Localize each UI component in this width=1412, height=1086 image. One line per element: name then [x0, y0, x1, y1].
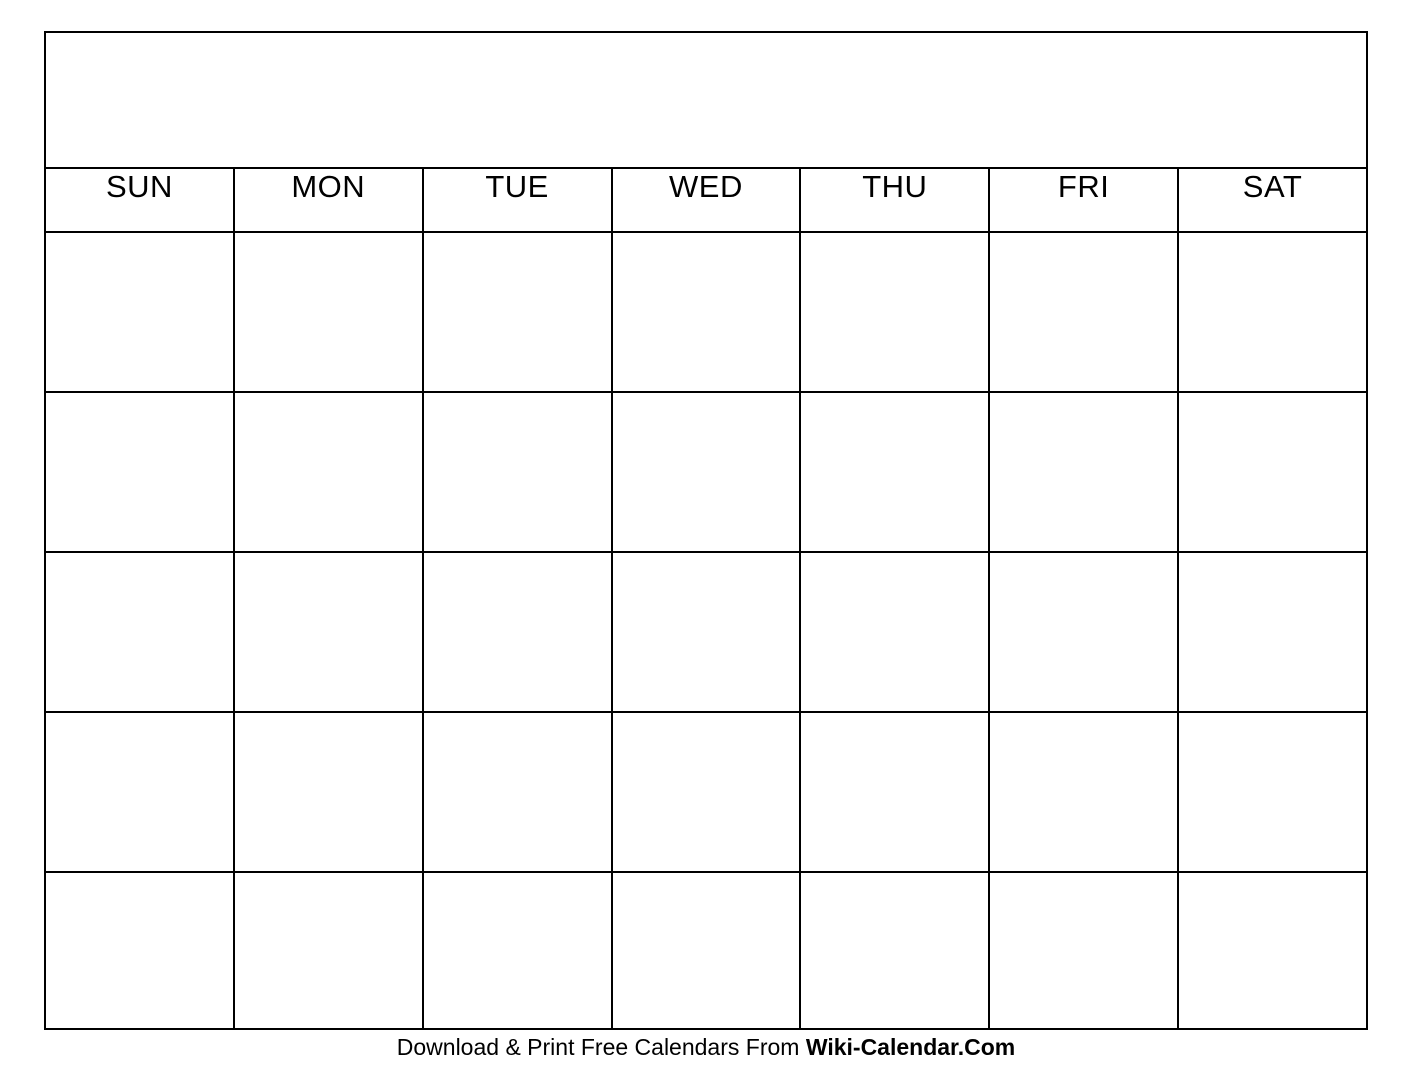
day-cell[interactable]: [989, 552, 1178, 712]
day-cell[interactable]: [612, 552, 801, 712]
weekday-header-row: [45, 168, 1367, 232]
calendar-week-row: [45, 872, 1367, 1029]
day-cell[interactable]: [234, 872, 423, 1029]
day-cell[interactable]: [800, 712, 989, 872]
day-cell[interactable]: [612, 232, 801, 392]
day-cell[interactable]: [989, 712, 1178, 872]
weekday-header-sun: SUN: [45, 168, 234, 232]
day-cell[interactable]: [800, 872, 989, 1029]
day-cell[interactable]: [45, 392, 234, 552]
day-cell[interactable]: [1178, 232, 1367, 392]
day-cell[interactable]: [989, 392, 1178, 552]
day-cell[interactable]: [423, 552, 612, 712]
weekday-header-wed: WED: [612, 168, 801, 232]
day-cell[interactable]: [1178, 392, 1367, 552]
day-cell[interactable]: [45, 872, 234, 1029]
day-cell[interactable]: [423, 872, 612, 1029]
calendar-week-row: [45, 712, 1367, 872]
day-cell[interactable]: [423, 232, 612, 392]
day-cell[interactable]: [612, 712, 801, 872]
calendar-week-row: [45, 392, 1367, 552]
day-cell[interactable]: [423, 712, 612, 872]
weekday-header-fri: FRI: [989, 168, 1178, 232]
day-cell[interactable]: [45, 552, 234, 712]
day-cell[interactable]: [989, 232, 1178, 392]
calendar-week-row: [45, 232, 1367, 392]
day-cell[interactable]: [1178, 872, 1367, 1029]
weekday-header-thu: THU: [800, 168, 989, 232]
footer-text: Download & Print Free Calendars From: [396, 1034, 806, 1060]
calendar-title-row: [45, 32, 1367, 168]
day-cell[interactable]: [800, 392, 989, 552]
calendar-table: [44, 31, 1368, 1030]
month-year-title[interactable]: [45, 32, 1367, 168]
day-cell[interactable]: [45, 712, 234, 872]
day-cell[interactable]: [1178, 712, 1367, 872]
day-cell[interactable]: [234, 232, 423, 392]
day-cell[interactable]: [612, 392, 801, 552]
footer-brand-link[interactable]: Wiki-Calendar.Com: [805, 1034, 1016, 1060]
day-cell[interactable]: [612, 872, 801, 1029]
day-cell[interactable]: [234, 392, 423, 552]
day-cell[interactable]: [234, 552, 423, 712]
weekday-header-tue: TUE: [423, 168, 612, 232]
day-cell[interactable]: [800, 232, 989, 392]
footer-credit: [0, 1034, 1412, 1062]
day-cell[interactable]: [45, 232, 234, 392]
day-cell[interactable]: [1178, 552, 1367, 712]
day-cell[interactable]: [423, 392, 612, 552]
weekday-header-mon: MON: [234, 168, 423, 232]
day-cell[interactable]: [989, 872, 1178, 1029]
day-cell[interactable]: [234, 712, 423, 872]
calendar-container: [44, 31, 1368, 1030]
calendar-week-row: [45, 552, 1367, 712]
weekday-header-sat: SAT: [1178, 168, 1367, 232]
day-cell[interactable]: [800, 552, 989, 712]
